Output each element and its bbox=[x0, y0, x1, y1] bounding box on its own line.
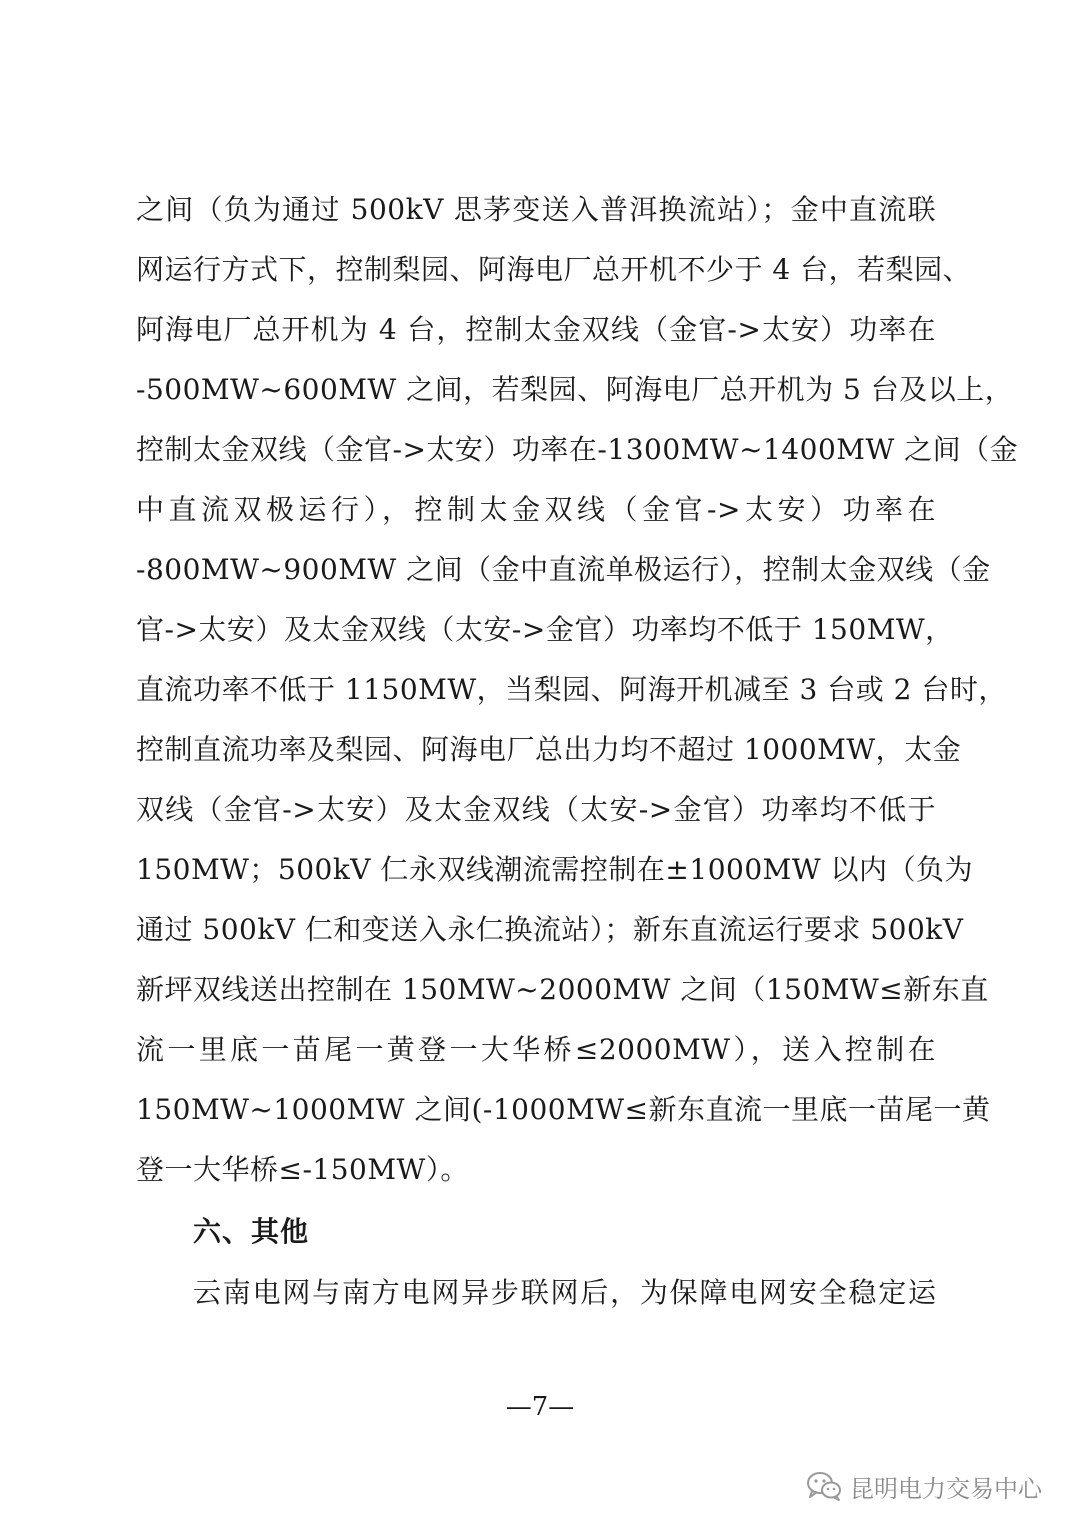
text-line: 中直流双极运行），控制太金双线（金官->太安）功率在 bbox=[136, 493, 936, 526]
text-line: 直流功率不低于 1150MW，当梨园、阿海开机减至 3 台或 2 台时， bbox=[136, 673, 1007, 706]
body-text bbox=[136, 180, 1019, 1200]
text-line: -800MW~900MW 之间（金中直流单极运行），控制太金双线（金 bbox=[136, 553, 991, 586]
watermark-text: 昆明电力交易中心 bbox=[850, 1474, 1042, 1503]
text-line: -500MW~600MW 之间，若梨园、阿海电厂总开机为 5 台及以上， bbox=[136, 373, 1014, 406]
text-line: 控制太金双线（金官->太安）功率在-1300MW~1400MW 之间（金 bbox=[136, 433, 1019, 466]
text-line: 之间（负为通过 500kV 思茅变送入普洱换流站）；金中直流联 bbox=[136, 193, 936, 226]
text-line: 150MW；500kV 仁永双线潮流需控制在±1000MW 以内（负为 bbox=[136, 853, 973, 886]
text-line: 通过 500kV 仁和变送入永仁换流站）；新东直流运行要求 500kV bbox=[136, 913, 964, 946]
text-line: 流一里底一苗尾一黄登一大华桥≤2000MW），送入控制在 bbox=[136, 1033, 936, 1066]
section-paragraph: 云南电网与南方电网异步联网后，为保障电网安全稳定运 bbox=[193, 1276, 936, 1309]
text-line: 网运行方式下，控制梨园、阿海电厂总开机不少于 4 台，若梨园、 bbox=[136, 253, 972, 286]
text-line: 控制直流功率及梨园、阿海电厂总出力均不超过 1000MW，太金 bbox=[136, 733, 962, 766]
text-line: 阿海电厂总开机为 4 台，控制太金双线（金官->太安）功率在 bbox=[136, 313, 936, 346]
page-number: —7— bbox=[505, 1392, 575, 1422]
text-line: 双线（金官->太安）及太金双线（太安->金官）功率均不低于 bbox=[136, 793, 936, 826]
text-line: 官->太安）及太金双线（太安->金官）功率均不低于 150MW， bbox=[136, 613, 954, 646]
wechat-icon bbox=[806, 1471, 842, 1501]
text-line: 登一大华桥≤-150MW）。 bbox=[136, 1153, 469, 1186]
section-heading: 六、其他 bbox=[193, 1215, 310, 1248]
watermark bbox=[806, 1466, 1042, 1506]
text-line: 新坪双线送出控制在 150MW~2000MW 之间（150MW≤新东直 bbox=[136, 973, 989, 1006]
text-line: 150MW~1000MW 之间(-1000MW≤新东直流一里底一苗尾一黄 bbox=[136, 1093, 991, 1126]
